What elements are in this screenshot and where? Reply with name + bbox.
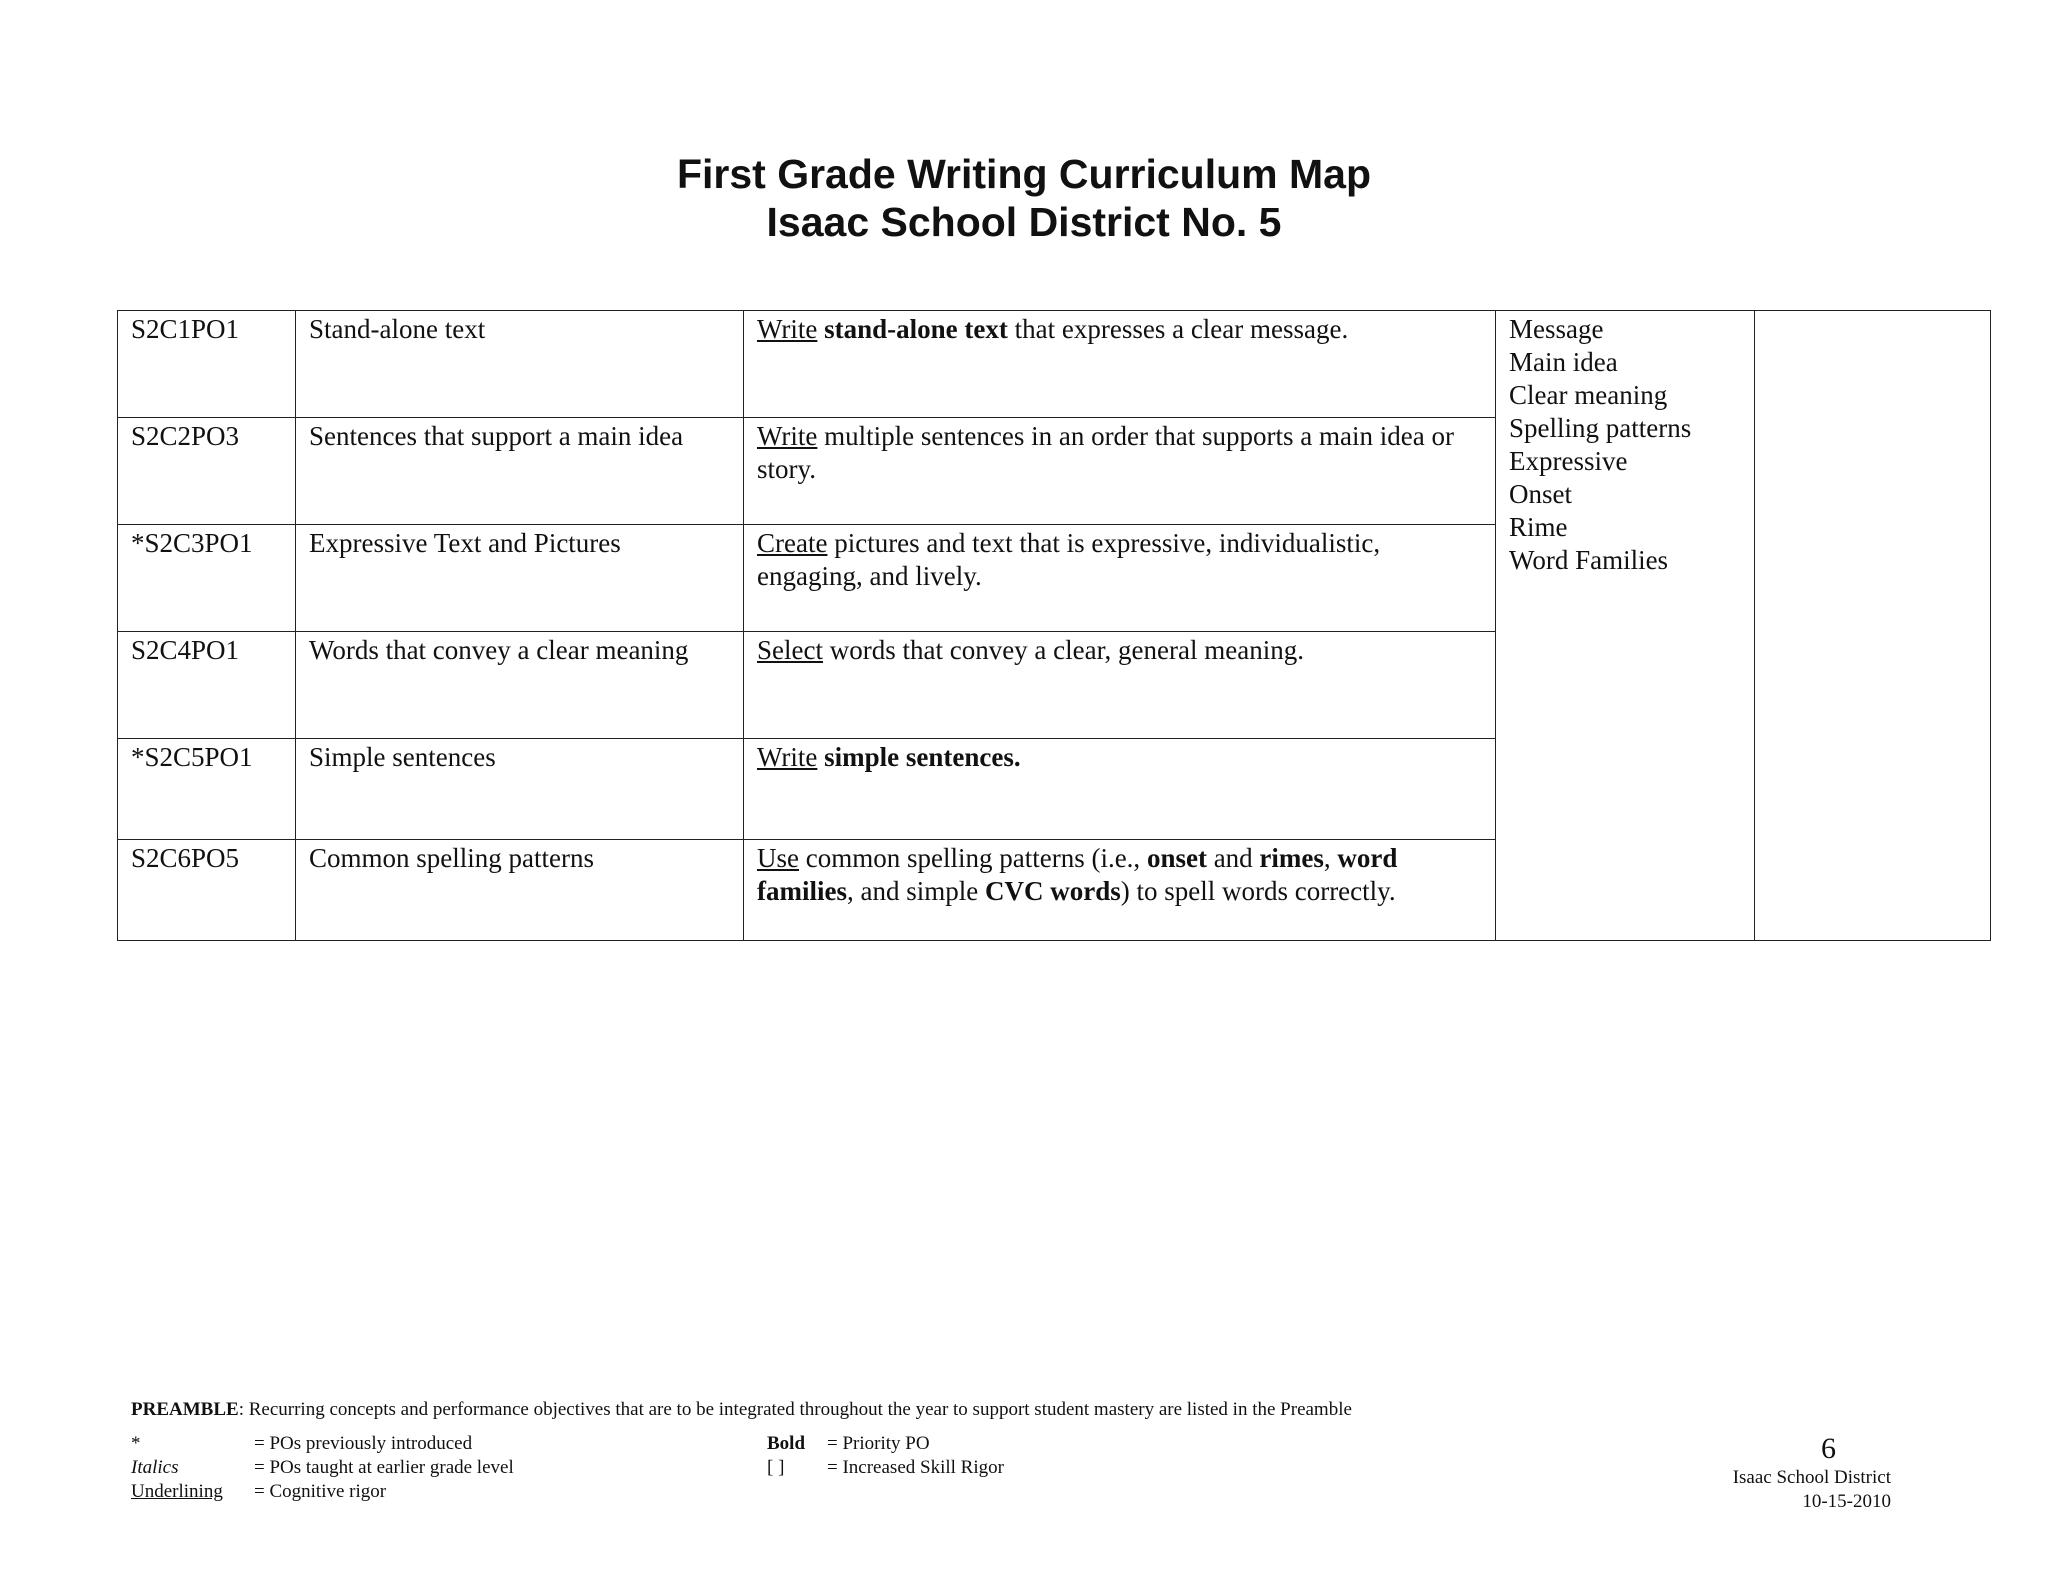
vocabulary-item: Spelling patterns (1509, 413, 1692, 443)
objective-verb: Create (757, 528, 828, 558)
legend-item (131, 1480, 386, 1504)
legend-item (131, 1456, 514, 1480)
legend-symbol: Italics (131, 1457, 179, 1478)
po-code: S2C1PO1 (118, 311, 296, 418)
preamble-label: PREAMBLE (131, 1399, 239, 1420)
objective-text: ) to spell words correctly. (1120, 876, 1396, 906)
objective-verb: Write (757, 742, 818, 772)
empty-notes-cell (1755, 311, 1991, 941)
objective-text: and (1206, 843, 1260, 873)
legend-meaning: = Priority PO (827, 1433, 930, 1454)
vocabulary-item: Expressive (1509, 446, 1628, 476)
page-info (1733, 1432, 1891, 1514)
preamble-text: : Recurring concepts and performance objectives that are to be integrated throughout the year to support student mastery are listed in the Preamble (238, 1399, 1352, 1420)
po-code: S2C6PO5 (118, 840, 296, 941)
po-objective (744, 525, 1496, 632)
page-subtitle: Isaac School District No. 5 (766, 199, 1282, 245)
po-objective (744, 632, 1496, 739)
legend-symbol: * (131, 1433, 141, 1454)
objective-bold-text: CVC words (984, 876, 1121, 906)
objective-text: words that convey a clear, general meaning. (822, 635, 1304, 665)
objective-bold-text: onset (1146, 843, 1207, 873)
legend-meaning: = POs previously introduced (254, 1433, 473, 1454)
po-objective (744, 840, 1496, 941)
objective-bold-text: simple sentences. (824, 742, 1021, 772)
legend-meaning: = Increased Skill Rigor (827, 1457, 1004, 1478)
preamble-note (131, 1398, 1891, 1422)
po-code: *S2C3PO1 (118, 525, 296, 632)
page-number: 6 (1821, 1432, 1836, 1465)
objective-verb: Write (757, 421, 818, 451)
objective-text: common spelling patterns (i.e., (799, 843, 1147, 873)
po-topic: Words that convey a clear meaning (296, 632, 744, 739)
po-topic: Stand-alone text (296, 311, 744, 418)
legend-meaning: = POs taught at earlier grade level (254, 1457, 514, 1478)
objective-verb: Use (757, 843, 799, 873)
table-row (118, 311, 1991, 418)
vocabulary-item: Word Families (1509, 545, 1669, 575)
objective-text: , and simple (846, 876, 985, 906)
vocabulary-item: Rime (1509, 512, 1568, 542)
objective-verb: Write (757, 314, 818, 344)
legend-item (767, 1456, 1004, 1480)
objective-text: that expresses a clear message. (1007, 314, 1349, 344)
po-topic: Expressive Text and Pictures (296, 525, 744, 632)
objective-bold-text: stand-alone text (824, 314, 1008, 344)
vocabulary-item: Onset (1509, 479, 1572, 509)
po-topic: Sentences that support a main idea (296, 418, 744, 525)
objective-text: pictures and text that is expressive, individualistic, engaging, and lively. (757, 528, 1381, 591)
vocabulary-item: Clear meaning (1509, 380, 1668, 410)
po-code: S2C2PO3 (118, 418, 296, 525)
legend-symbol: [ ] (767, 1457, 785, 1478)
revision-date: 10-15-2010 (1802, 1491, 1891, 1512)
page-footer (131, 1398, 1891, 1512)
objective-bold-text: rimes (1259, 843, 1324, 873)
vocabulary-list (1509, 313, 1742, 577)
objective-text: , (1323, 843, 1338, 873)
legend-meaning: = Cognitive rigor (254, 1481, 387, 1502)
legend-item (767, 1432, 930, 1456)
legend-symbol: Bold (767, 1433, 806, 1454)
po-code: *S2C5PO1 (118, 739, 296, 840)
vocabulary-item: Main idea (1509, 347, 1618, 377)
po-objective (744, 739, 1496, 840)
objective-bold-text: word families (757, 843, 1398, 906)
objective-text: multiple sentences in an order that supports a main idea or story. (757, 421, 1454, 484)
vocabulary-item: Message (1509, 314, 1604, 344)
district-name: Isaac School District (1732, 1467, 1891, 1488)
po-topic: Simple sentences (296, 739, 744, 840)
legend-symbol: Underlining (131, 1481, 223, 1502)
document-title-block (0, 150, 2048, 246)
po-code: S2C4PO1 (118, 632, 296, 739)
po-objective (744, 311, 1496, 418)
legend-item (131, 1432, 472, 1456)
vocabulary-cell (1496, 311, 1755, 941)
po-objective (744, 418, 1496, 525)
page-title: First Grade Writing Curriculum Map (676, 151, 1372, 197)
po-topic: Common spelling patterns (296, 840, 744, 941)
curriculum-map-table (117, 310, 1991, 941)
objective-verb: Select (757, 635, 823, 665)
